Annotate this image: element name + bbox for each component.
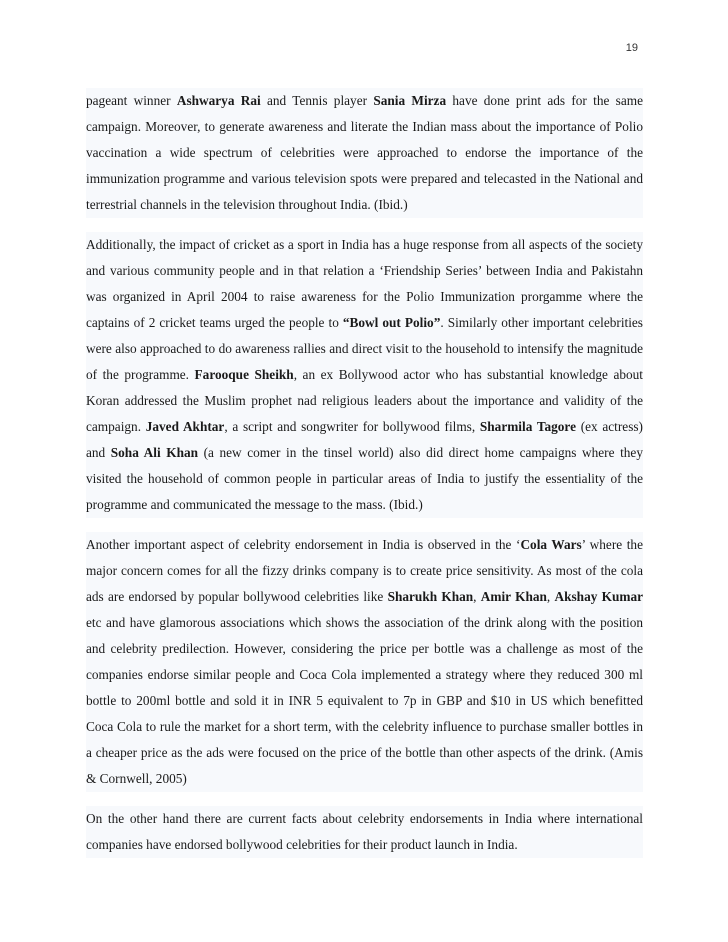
paragraph (86, 532, 643, 792)
bold-name: Akshay Kumar (554, 589, 644, 604)
bold-name: Amir Khan (480, 589, 547, 604)
bold-name: Sharmila Tagore (479, 419, 576, 434)
text-run: , a script and songwriter for bollywood films, (224, 419, 480, 434)
text-run: , an ex Bollywood actor who has substantial knowledge about Koran addressed the Muslim prophet nad religious leaders about the importance and validity of the campaign. (86, 367, 643, 434)
bold-name: Soha Ali Khan (110, 445, 199, 460)
text-run: , (546, 589, 555, 604)
text-run: have done print ads for the same campaign. Moreover, to generate awareness and literate the Indian mass about the importance of Polio vaccination a wide spectrum of celebrities were approached to endorse the importance of the immunization programme and various television spots were prepared and telecasted in the National and terrestrial channels in the television throughout India. (Ibid.) (86, 93, 643, 212)
page-number: 19 (625, 42, 638, 54)
text-run: On the other hand there are current facts about celebrity endorsements in India where international companies have endorsed bollywood celebrities for their product launch in India. (86, 811, 643, 852)
bold-name: Cola Wars (520, 537, 582, 552)
text-run: etc and have glamorous associations which shows the association of the drink along with the position and celebrity predilection. However, considering the price per bottle was a challenge as most of the companies endorse similar people and Coca Cola implemented a strategy where they reduced 300 ml bottle to 200ml bottle and sold it in INR 5 equivalent to 7p in GBP and $10 in US which benefitted Coca Cola to rule the market for a short term, with the celebrity influence to purchase smaller bottles in a cheaper price as the ads were focused on the price of the bottle than other aspects of the drink. (Amis & Cornwell, 2005) (86, 615, 643, 786)
text-run: (ex actress) and (86, 419, 643, 460)
text-run: (a new comer in the tinsel world) also did direct home campaigns where they visited the household of common people in particular areas of India to justify the essentiality of the programme and communicated the message to the mass. (Ibid.) (86, 445, 643, 512)
paragraph (86, 88, 643, 218)
text-run: . Similarly other important celebrities were also approached to do awareness rallies and direct visit to the household to intensify the magnitude of the programme. (86, 315, 643, 382)
text-run: ’ where the major concern comes for all the fizzy drinks company is to create price sensitivity. As most of the cola ads are endorsed by popular bollywood celebrities like (86, 537, 643, 604)
text-run: Another important aspect of celebrity endorsement in India is observed in the ‘ (86, 537, 521, 552)
bold-name: “Bowl out Polio” (342, 315, 441, 330)
paragraph (86, 232, 643, 518)
bold-name: Farooque Sheikh (194, 367, 294, 382)
text-run: and Tennis player (260, 93, 374, 108)
bold-name: Sharukh Khan (387, 589, 474, 604)
text-run: pageant winner (86, 93, 177, 108)
text-run: , (473, 589, 481, 604)
paragraph (86, 806, 643, 858)
text-run: Additionally, the impact of cricket as a sport in India has a huge response from all aspects of the society and various community people and in that relation a ‘Friendship Series’ between India and Pakistahn was organized in April 2004 to raise awareness for the Polio Immunization prorgamme where the captains of 2 cricket teams urged the people to (86, 237, 643, 330)
body-text (86, 88, 643, 872)
bold-name: Ashwarya Rai (176, 93, 261, 108)
bold-name: Javed Akhtar (145, 419, 225, 434)
bold-name: Sania Mirza (373, 93, 447, 108)
